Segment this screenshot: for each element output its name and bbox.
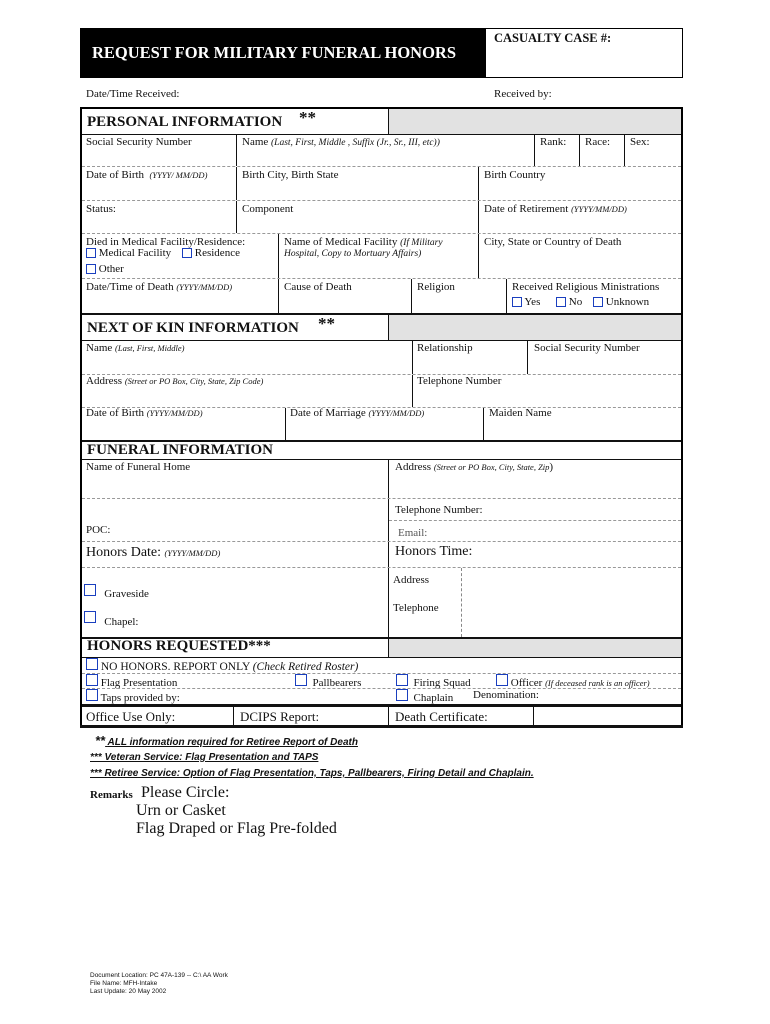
checkbox-other[interactable] bbox=[86, 264, 96, 274]
date-time-received-label: Date/Time Received: bbox=[86, 88, 180, 100]
opt-pallbearers[interactable]: Pallbearers bbox=[295, 674, 361, 689]
remarks-urn-or-casket[interactable]: Urn or Casket bbox=[136, 802, 226, 819]
death-cert-label: Death Certificate: bbox=[395, 709, 488, 724]
footer-updated: Last Update: 20 May 2002 bbox=[90, 988, 167, 995]
checkbox-flag-presentation[interactable] bbox=[86, 674, 98, 686]
casualty-case-label: CASUALTY CASE #: bbox=[494, 31, 612, 45]
form-title: REQUEST FOR MILITARY FUNERAL HONORS bbox=[92, 43, 456, 62]
checkbox-officer[interactable] bbox=[496, 674, 508, 686]
nok-ssn-label: Social Security Number bbox=[534, 342, 640, 354]
died-in-label: Died in Medical Facility/Residence: bbox=[86, 236, 246, 248]
personal-heading: PERSONAL INFORMATION bbox=[87, 114, 283, 130]
remarks-flag-option[interactable]: Flag Draped or Flag Pre-folded bbox=[136, 820, 337, 837]
component-label: Component bbox=[242, 203, 294, 215]
funeral-home-label: Name of Funeral Home bbox=[86, 461, 191, 473]
personal-heading-shade bbox=[388, 109, 681, 134]
race-label: Race: bbox=[585, 136, 611, 148]
office-use-label: Office Use Only: bbox=[86, 709, 176, 724]
honors-heading-shade bbox=[388, 639, 681, 657]
opt-flag-presentation[interactable]: Flag Presentation bbox=[86, 674, 177, 689]
email-label: Email: bbox=[398, 527, 428, 539]
checkbox-chapel[interactable] bbox=[84, 611, 96, 623]
checkbox-no-honors[interactable] bbox=[86, 658, 98, 670]
birth-city-label: Birth City, Birth State bbox=[242, 169, 339, 181]
opt-chapel[interactable]: Chapel: bbox=[84, 611, 138, 626]
remarks-please-circle: Please Circle: bbox=[141, 784, 230, 801]
checkbox-unknown[interactable] bbox=[593, 297, 603, 307]
ministrations-label: Received Religious Ministrations bbox=[512, 281, 660, 293]
location-address-label: Address bbox=[393, 574, 430, 586]
checkbox-taps[interactable] bbox=[86, 689, 98, 701]
checkbox-no[interactable] bbox=[556, 297, 566, 307]
nok-heading-shade bbox=[388, 315, 681, 340]
footer-location: Document Location: PC 47A-139 -- C:\ AA Work bbox=[90, 972, 228, 979]
opt-medical-facility[interactable]: Medical Facility bbox=[86, 247, 171, 259]
sex-label: Sex: bbox=[630, 136, 650, 148]
checkbox-chaplain[interactable] bbox=[396, 689, 408, 701]
received-by-label: Received by: bbox=[494, 88, 552, 100]
email-field[interactable] bbox=[389, 521, 681, 541]
honors-time-label: Honors Time: bbox=[395, 544, 473, 559]
relationship-label: Relationship bbox=[417, 342, 473, 354]
place-of-death-label: City, State or Country of Death bbox=[484, 236, 622, 248]
maiden-name-label: Maiden Name bbox=[489, 407, 552, 419]
nok-address-label: Address (Street or PO Box, City, State, Zip Code) bbox=[86, 375, 264, 387]
honors-date-label: Honors Date: (YYYY/MM/DD) bbox=[86, 545, 221, 560]
dcips-label: DCIPS Report: bbox=[240, 709, 320, 724]
checkbox-residence[interactable] bbox=[182, 248, 192, 258]
poc-label: POC: bbox=[86, 524, 111, 536]
birth-country-label: Birth Country bbox=[484, 169, 546, 181]
location-telephone-label: Telephone bbox=[393, 602, 439, 614]
funeral-heading: FUNERAL INFORMATION bbox=[87, 442, 273, 458]
rank-label: Rank: bbox=[540, 136, 567, 148]
opt-unknown[interactable]: Unknown bbox=[593, 296, 649, 308]
funeral-telephone-label: Telephone Number: bbox=[395, 504, 483, 516]
cause-of-death-label: Cause of Death bbox=[284, 281, 352, 293]
opt-officer[interactable]: Officer (If deceased rank is an officer) bbox=[496, 674, 650, 689]
opt-other[interactable]: Other bbox=[86, 263, 124, 275]
name-label: Name (Last, First, Middle , Suffix (Jr., Sr., III, etc)) bbox=[242, 136, 440, 148]
note-retiree-service: *** Retiree Service: Option of Flag Presentation, Taps, Pallbearers, Firing Detail and Chaplain. bbox=[90, 768, 534, 779]
opt-yes[interactable]: Yes bbox=[512, 296, 540, 308]
marriage-date-label: Date of Marriage (YYYY/MM/DD) bbox=[290, 407, 425, 419]
remarks-label: Remarks bbox=[90, 789, 133, 801]
facility-name-label: Name of Medical Facility (If Military bbox=[284, 236, 443, 248]
checkbox-pallbearers[interactable] bbox=[295, 674, 307, 686]
dob-label: Date of Birth (YYYY/ MM/DD) bbox=[86, 169, 208, 181]
nok-telephone-label: Telephone Number bbox=[417, 375, 502, 387]
note-veteran-service: *** Veteran Service: Flag Presentation and TAPS bbox=[90, 752, 319, 763]
nok-heading-stars: ** bbox=[318, 314, 335, 333]
ssn-label: Social Security Number bbox=[86, 136, 192, 148]
honors-heading: HONORS REQUESTED*** bbox=[87, 638, 271, 654]
checkbox-firing-squad[interactable] bbox=[396, 674, 408, 686]
religion-label: Religion bbox=[417, 281, 455, 293]
nok-heading: NEXT OF KIN INFORMATION bbox=[87, 320, 299, 336]
opt-chaplain[interactable]: Chaplain bbox=[396, 689, 453, 704]
location-telephone-field[interactable] bbox=[462, 603, 681, 637]
facility-name-hint: Hospital, Copy to Mortuary Affairs) bbox=[284, 249, 422, 259]
checkbox-graveside[interactable] bbox=[84, 584, 96, 596]
opt-no-honors[interactable]: NO HONORS. REPORT ONLY (Check Retired Roster) bbox=[86, 658, 358, 673]
location-address-field[interactable] bbox=[462, 568, 681, 603]
opt-taps[interactable]: Taps provided by: bbox=[86, 689, 180, 704]
footer-file: File Name: MFH-Intake bbox=[90, 980, 158, 987]
poc-field[interactable] bbox=[82, 499, 388, 541]
opt-residence[interactable]: Residence bbox=[182, 247, 240, 259]
dod-label: Date/Time of Death (YYYY/MM/DD) bbox=[86, 281, 233, 293]
nok-dob-label: Date of Birth (YYYY/MM/DD) bbox=[86, 407, 203, 419]
denomination-label: Denomination: bbox=[473, 689, 539, 701]
opt-graveside[interactable]: Graveside bbox=[84, 584, 149, 599]
opt-no[interactable]: No bbox=[556, 296, 582, 308]
note-retiree-report: ** ALL information required for Retiree Report of Death bbox=[95, 733, 358, 748]
funeral-address-label: Address (Street or PO Box, City, State, Zip) bbox=[395, 461, 554, 473]
opt-firing-squad[interactable]: Firing Squad bbox=[396, 674, 471, 689]
personal-heading-stars: ** bbox=[299, 108, 316, 127]
checkbox-medical-facility[interactable] bbox=[86, 248, 96, 258]
checkbox-yes[interactable] bbox=[512, 297, 522, 307]
retirement-label: Date of Retirement (YYYY/MM/DD) bbox=[484, 203, 627, 215]
status-label: Status: bbox=[86, 203, 116, 215]
denomination-field[interactable] bbox=[550, 689, 681, 704]
nok-name-label: Name (Last, First, Middle) bbox=[86, 342, 185, 354]
